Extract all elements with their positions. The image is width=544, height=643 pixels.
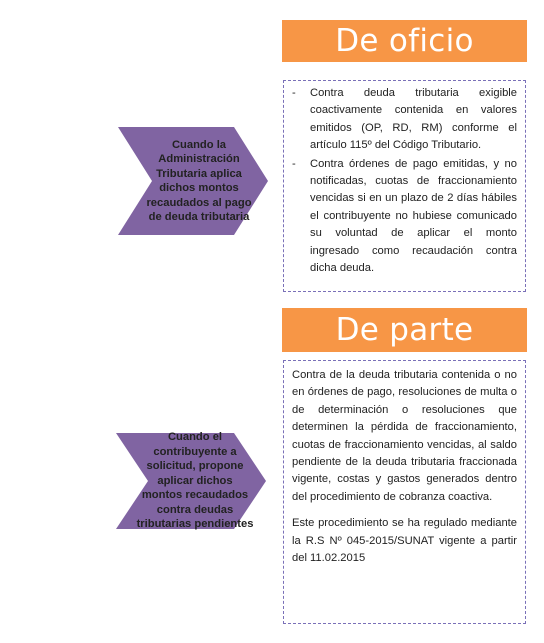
list-item: - Contra deuda tributaria exigible coactivamente contenida en valores emitidos (OP, RD, RM) conforme el artículo 115º del Código Tributario.	[292, 87, 517, 152]
de-oficio-arrow-text: Cuando la Administración Tributaria aplica dichos montos recaudados al pago de deuda tributaria	[146, 138, 252, 223]
de-parte-title: De parte	[335, 312, 474, 348]
de-oficio-arrow	[118, 127, 268, 235]
de-parte-details-box	[283, 360, 526, 624]
de-oficio-details-box	[283, 80, 526, 292]
bullet-text: Contra órdenes de pago emitidas, y no notificadas, cuotas de fraccionamiento vencidas si en un plazo de 2 días hábiles el contribuyente no hubiese comunicado su voluntad de aplicar el monto ingresado como recaudación contra dicha deuda.	[310, 157, 517, 275]
de-oficio-bullet-list	[292, 85, 517, 277]
de-oficio-header	[282, 20, 527, 62]
de-parte-arrow-text: Cuando el contribuyente a solicitud, propone aplicar dichos montos recaudados contra deudas tributarias pendientes	[136, 431, 254, 531]
de-parte-header	[282, 308, 527, 352]
de-parte-arrow	[116, 433, 266, 529]
de-parte-regulation-note: Este procedimiento se ha regulado mediante la R.S Nº 045-2015/SUNAT vigente a partir del 11.02.2015	[292, 517, 517, 565]
bullet-text: Contra deuda tributaria exigible coactivamente contenida en valores emitidos (OP, RD, RM) conforme el artículo 115º del Código Tributario.	[310, 87, 517, 152]
de-parte-paragraph: Contra de la deuda tributaria contenida o no en órdenes de pago, resoluciones de multa o de determinación o resoluciones que determinen la pérdida de fraccionamiento, cuotas de fraccionamiento vencidas, al saldo pendiente de la deuda tributaria fraccionada vigente, costas y gastos generados dentro del procedimiento de cobranza coactiva.	[292, 369, 517, 503]
list-item: - Contra órdenes de pago emitidas, y no notificadas, cuotas de fraccionamiento vencidas si en un plazo de 2 días hábiles el contribuyente no hubiese comunicado su voluntad de aplicar el monto ingresado como recaudación contra dicha deuda.	[292, 157, 517, 275]
de-oficio-title: De oficio	[335, 23, 474, 59]
